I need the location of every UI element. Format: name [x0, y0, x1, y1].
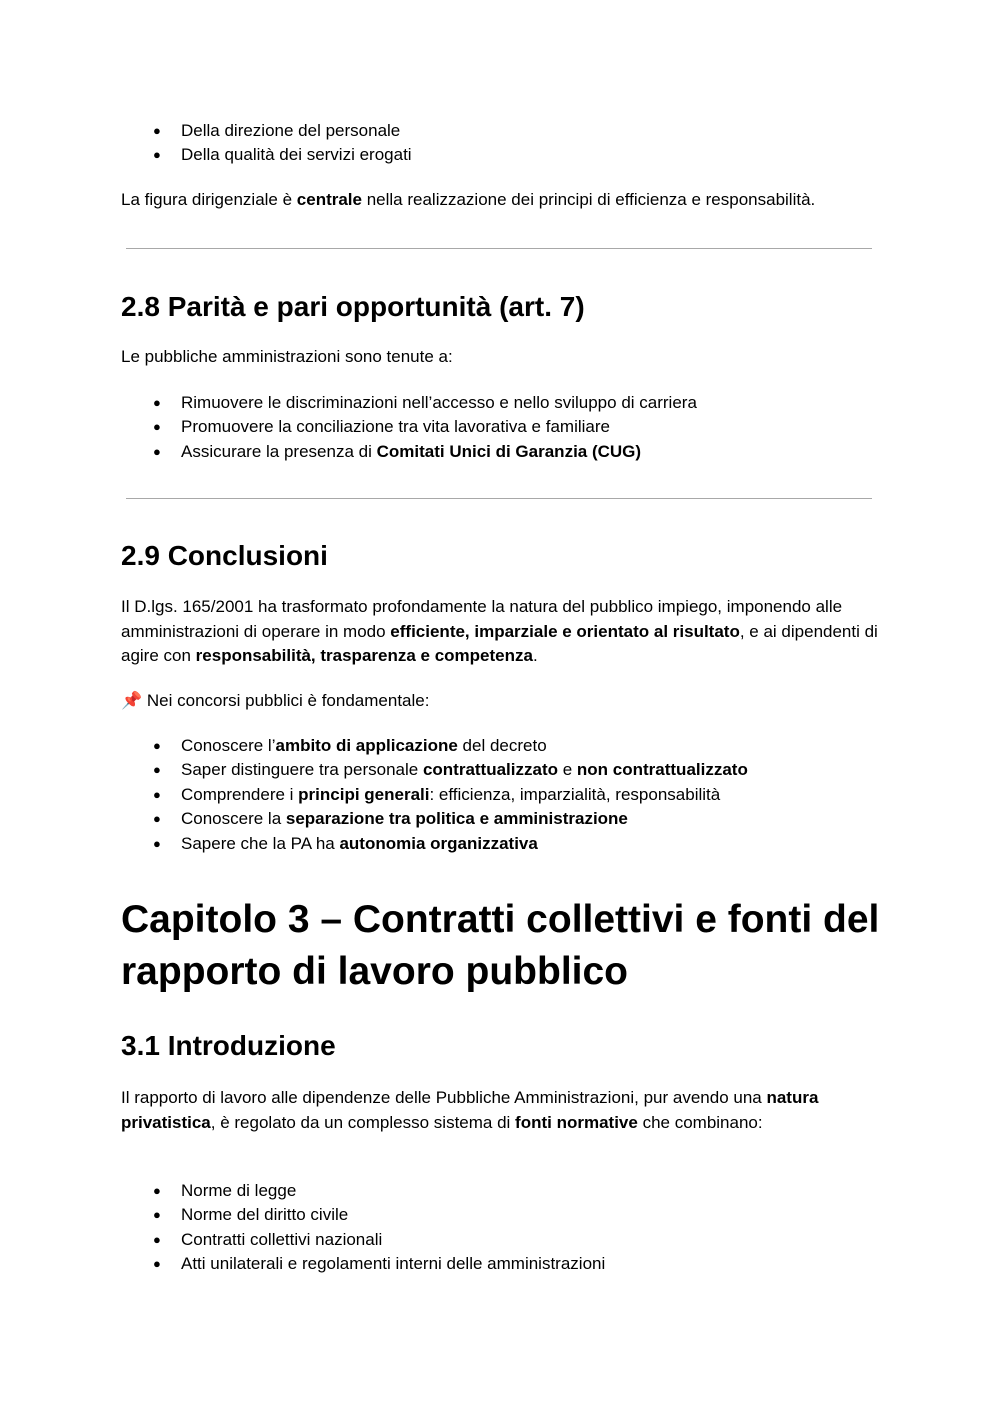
list-item: ● Promuovere la conciliazione tra vita lavorativa e familiare	[121, 415, 697, 439]
paragraph-intro-2-8: Le pubbliche amministrazioni sono tenute a:	[121, 347, 453, 366]
bullet-icon: ●	[153, 147, 161, 163]
bullet-icon: ●	[153, 762, 161, 778]
list-item: ● Rimuovere le discriminazioni nell’accesso e nello sviluppo di carriera	[121, 391, 697, 415]
bullet-icon: ●	[153, 811, 161, 827]
bullet-icon: ●	[153, 1256, 161, 1272]
list-item: ● Della qualità dei servizi erogati	[121, 143, 412, 167]
bullet-list-2-9	[121, 734, 748, 856]
section-heading-3-1: 3.1 Introduzione	[121, 1030, 336, 1061]
list-item: ● Contratti collettivi nazionali	[121, 1228, 605, 1252]
pushpin-icon: 📌	[121, 691, 143, 710]
bullet-icon: ●	[153, 738, 161, 753]
paragraph-concorsi: 📌 Nei concorsi pubblici è fondamentale:	[121, 691, 430, 710]
chapter-heading-3: Capitolo 3 – Contratti collettivi e fonti del rapporto di lavoro pubblico	[121, 898, 880, 993]
list-item: ● Conoscere l’ambito di applicazione del decreto	[121, 734, 748, 758]
list-item: ● Sapere che la PA ha autonomia organizzativa	[121, 832, 748, 856]
bullet-icon: ●	[153, 395, 161, 410]
bullet-icon: ●	[153, 1207, 161, 1223]
bullet-icon: ●	[153, 835, 161, 851]
bullet-list-2-8	[121, 391, 697, 464]
paragraph-dirigenza: La figura dirigenziale è centrale nella realizzazione dei principi di efficienza e responsabilità.	[121, 190, 816, 209]
horizontal-divider	[126, 498, 872, 499]
paragraph-introduzione: Il rapporto di lavoro alle dipendenze delle Pubbliche Amministrazioni, pur avendo una natura privatistica, è regolato da un complesso sistema di fonti normative che combinano:	[121, 1088, 819, 1132]
section-heading-2-9: 2.9 Conclusioni	[121, 540, 328, 571]
section-heading-2-8: 2.8 Parità e pari opportunità (art. 7)	[121, 291, 585, 322]
list-item: ● Assicurare la presenza di Comitati Unici di Garanzia (CUG)	[121, 440, 697, 464]
list-item: ● Norme di legge	[121, 1179, 605, 1203]
list-item: ● Atti unilaterali e regolamenti interni delle amministrazioni	[121, 1252, 605, 1276]
list-item: ● Conoscere la separazione tra politica e amministrazione	[121, 807, 748, 831]
bullet-icon: ●	[153, 1183, 161, 1198]
list-item: ● Comprendere i principi generali: efficienza, imparzialità, responsabilità	[121, 783, 748, 807]
bullet-icon: ●	[153, 786, 161, 802]
bullet-list-dirigenza	[121, 119, 412, 168]
bullet-icon: ●	[153, 419, 161, 435]
list-item: ● Della direzione del personale	[121, 119, 412, 143]
bullet-list-3-1	[121, 1179, 605, 1277]
bullet-icon: ●	[153, 443, 161, 459]
list-item: ● Norme del diritto civile	[121, 1203, 605, 1227]
bullet-icon: ●	[153, 123, 161, 138]
bullet-icon: ●	[153, 1231, 161, 1247]
horizontal-divider	[126, 248, 872, 249]
paragraph-conclusioni: Il D.lgs. 165/2001 ha trasformato profondamente la natura del pubblico impiego, imponendo alle amministrazioni di operare in modo efficiente, imparziale e orientato al risultato, e ai dipendenti di agire con responsabilità, trasparenza e competenza.	[121, 597, 878, 665]
list-item: ● Saper distinguere tra personale contrattualizzato e non contrattualizzato	[121, 758, 748, 782]
